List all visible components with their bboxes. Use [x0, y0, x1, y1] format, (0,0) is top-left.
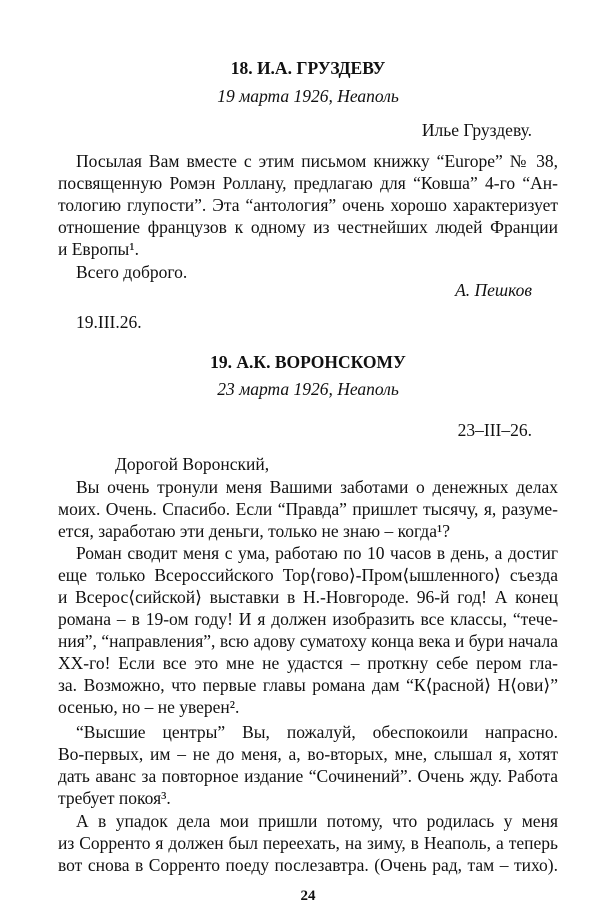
letter-18-addressee: Илье Груздеву. [421, 120, 532, 140]
letter-19-line: Во-первых, им – не до меня, а, во-вторых, мне, слышал я, хотят [58, 744, 558, 764]
letter-19-line: вот снова в Сорренто поеду послезавтра. (Очень рад, там – тихо). [58, 855, 558, 875]
letter-19-greeting: Дорогой Воронский, [115, 454, 270, 474]
letter-19-line: еще только Всероссийского Тор⟨гово⟩-Пром⟨ышленного⟩ съезда [58, 565, 558, 585]
letter-18-signature: А. Пешков [455, 280, 532, 300]
letter-18-date: 19 марта 1926, Неаполь [217, 86, 399, 106]
letter-19-line: дать аванс за повторное издание “Сочинений”. Очень жду. Работа [58, 766, 558, 786]
letter-18-line: тологию глупости”. Эта “антология” очень хорошо характеризует [58, 195, 558, 215]
letter-19-line: моих. Очень. Спасибо. Если “Правда” пришлет тысячу, я, разуме- [58, 499, 558, 519]
letter-18-line: и Европы¹. [58, 239, 139, 259]
letter-19-line: XX-го! Если все это мне не удастся – проткну себе пером гла- [58, 653, 558, 673]
letter-19-line: и Всерос⟨сийской⟩ выставки в Н.-Новгороде. 96-й год! А конец [58, 587, 558, 607]
letter-19-line: “Высшие центры” Вы, пожалуй, обеспокоили напрасно. [76, 722, 558, 742]
letter-19-line: Вы очень тронули меня Вашими заботами о денежных делах [76, 477, 558, 497]
letter-19-line: из Сорренто я должен был переехать, на зиму, в Неаполь, а теперь [58, 833, 558, 853]
letter-18-line: Всего доброго. [76, 262, 188, 282]
page-number: 24 [300, 888, 316, 904]
letter-19-line: романа – в 19-ом году! И я должен изобразить все классы, “тече- [58, 609, 558, 629]
letter-18-line: посвященную Ромэн Роллану, предлагаю для “Ковша” 4-го “Ан- [58, 173, 558, 193]
letter-18-line: Посылая Вам вместе с этим письмом книжку “Europe” № 38, [76, 151, 558, 171]
letter-18-line: отношение французов к одному из честнейших людей Франции [58, 217, 558, 237]
letter-19-title: 19. А.К. ВОРОНСКОМУ [210, 352, 406, 372]
letter-19-line: Роман сводит меня с ума, работаю по 10 часов в день, а достиг [76, 543, 558, 563]
letter-18-sign-date: 19.III.26. [76, 312, 142, 332]
letter-19-line: ния”, “направления”, всю адову суматоху конца века и бури начала [58, 631, 558, 651]
letter-19-line: за. Возможно, что первые главы романа дам “К⟨расной⟩ Н⟨ови⟩” [58, 675, 558, 695]
letter-18-title: 18. И.А. ГРУЗДЕВУ [230, 58, 386, 78]
letter-19-header-date: 23–III–26. [457, 420, 532, 440]
letter-19-date: 23 марта 1926, Неаполь [217, 379, 399, 399]
letter-19-line: осенью, но – не уверен². [58, 697, 240, 717]
letter-19-line: требует покоя³. [58, 788, 171, 808]
letter-19-line: ется, заработаю эти деньги, только не знаю – когда¹? [58, 521, 450, 541]
letter-19-line: А в упадок дела мои пришли потому, что родилась у меня [76, 811, 558, 831]
